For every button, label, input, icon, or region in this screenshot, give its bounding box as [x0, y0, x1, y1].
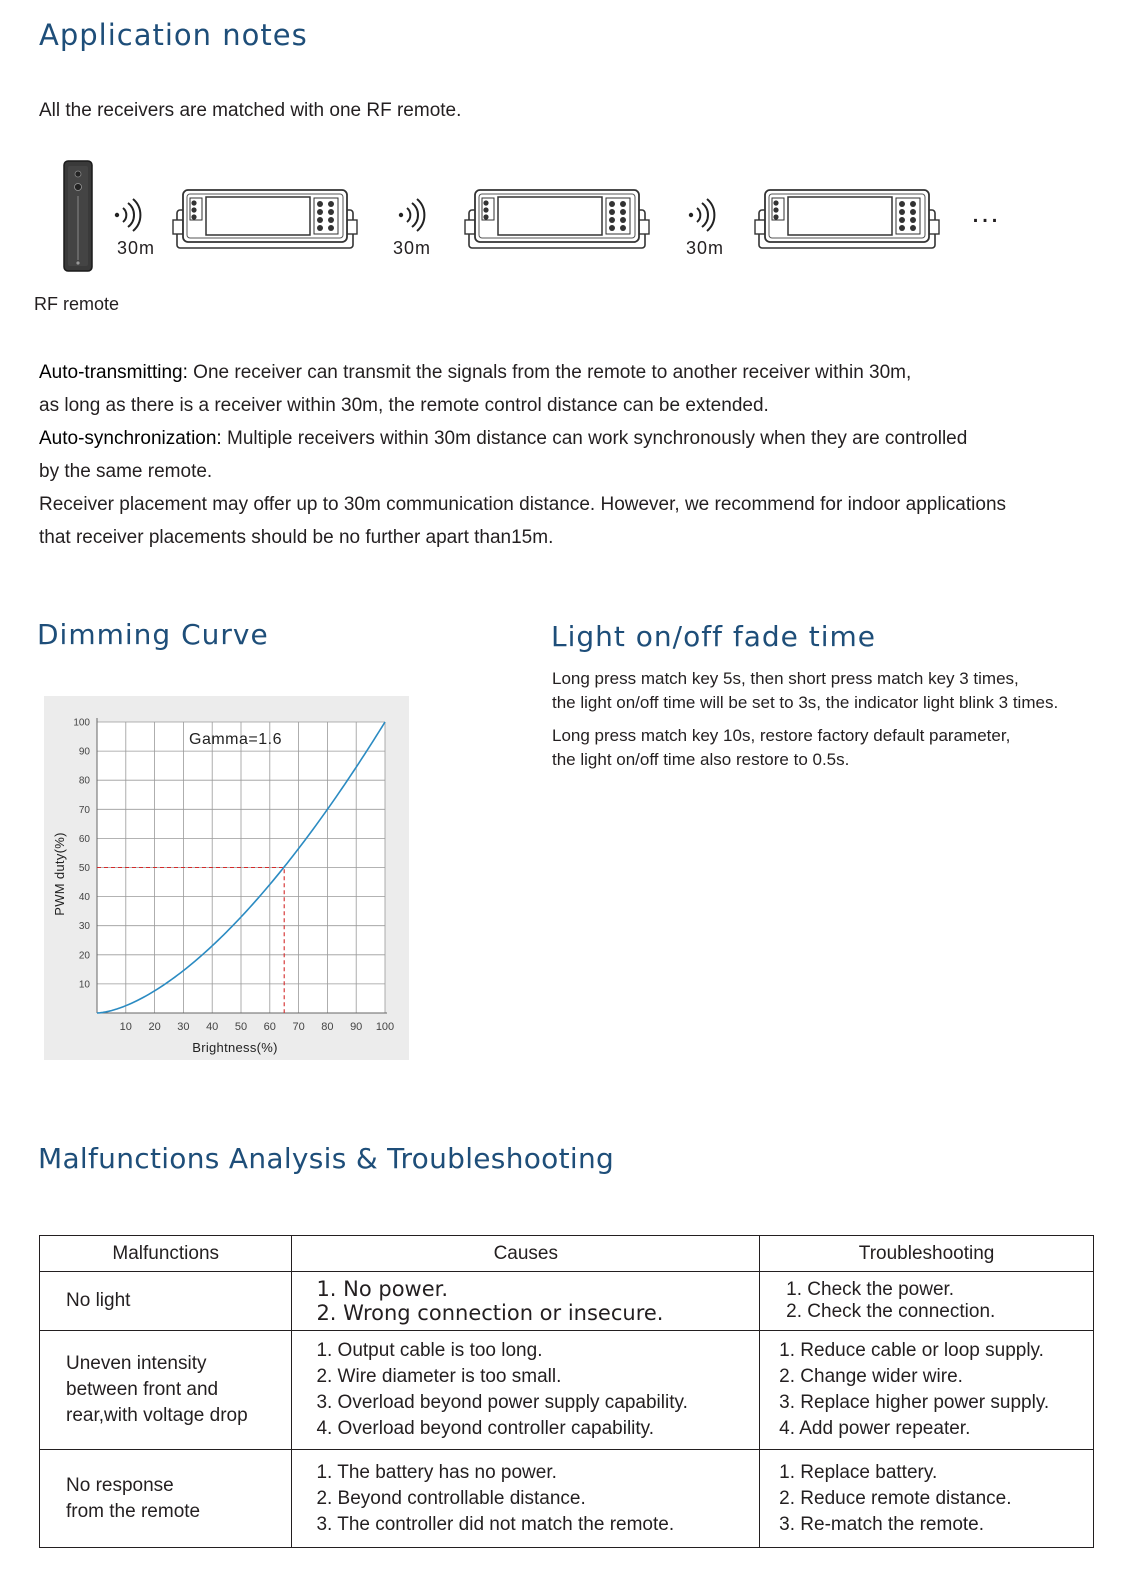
x-tick-label: 50: [234, 1021, 248, 1033]
note-line: [39, 488, 1006, 521]
distance-label: 30m: [117, 238, 156, 258]
cause-item: 1. The battery has no power.: [316, 1461, 557, 1483]
troubleshooting-title: Malfunctions Analysis & Troubleshooting: [38, 1142, 615, 1175]
y-axis-label: PWM duty(%): [52, 832, 67, 916]
cause-item: 3. The controller did not match the remote.: [316, 1513, 675, 1535]
application-subtitle: All the receivers are matched with one RF remote.: [39, 100, 462, 121]
application-notes-title: Application notes: [39, 18, 308, 52]
table-row: [40, 1450, 1094, 1548]
y-tick-label: 30: [78, 921, 90, 933]
wireless-signal-icon: [115, 199, 141, 231]
more-receivers-ellipsis: …: [970, 196, 1002, 229]
malfunction-text: No response: [66, 1474, 174, 1496]
note-text: that receiver placements should be no further apart than15m.: [39, 527, 554, 548]
x-tick-label: 70: [292, 1021, 305, 1033]
fix-item: 1. Replace battery.: [779, 1461, 938, 1483]
fixes-cell: [760, 1450, 1094, 1548]
note-line: [39, 455, 1006, 488]
causes-cell: [292, 1331, 760, 1450]
y-tick-label: 40: [78, 892, 90, 904]
fix-item: 2. Change wider wire.: [779, 1366, 963, 1387]
application-notes-body: [39, 356, 1006, 554]
cause-item: 3. Overload beyond power supply capability.: [316, 1392, 688, 1413]
cause-item: 2. Wire diameter is too small.: [316, 1366, 562, 1387]
cause-item: 1. Output cable is too long.: [316, 1340, 543, 1361]
note-term: Auto-transmitting:: [39, 362, 188, 383]
y-tick-label: 20: [78, 950, 90, 962]
note-text: by the same remote.: [39, 461, 213, 482]
cause-item: 2. Beyond controllable distance.: [316, 1487, 586, 1509]
malfunction-text: Uneven intensity: [66, 1353, 207, 1374]
note-text: as long as there is a receiver within 30m, the remote control distance can be extended.: [39, 395, 769, 416]
y-tick-label: 70: [78, 804, 90, 816]
receiver-device-3: [755, 190, 939, 248]
note-line: [39, 389, 1006, 422]
x-axis-label: Brightness(%): [192, 1040, 278, 1055]
fix-item: 2. Reduce remote distance.: [779, 1487, 1012, 1509]
y-tick-label: 50: [78, 863, 90, 874]
fix-item: 3. Re-match the remote.: [779, 1513, 985, 1535]
rf-remote-label: RF remote: [34, 294, 120, 314]
x-tick-label: 40: [206, 1021, 219, 1033]
wireless-signal-icon: [689, 199, 715, 231]
wireless-signal-icon: [399, 199, 425, 231]
dimming-curve-title: Dimming Curve: [37, 618, 269, 651]
malfunction-cell: [40, 1331, 292, 1450]
receiver-device-1: [173, 190, 357, 248]
fade-line: the light on/off time will be set to 3s, the indicator light blink 3 times.: [552, 693, 1059, 712]
causes-cell: [292, 1450, 760, 1548]
y-tick-label: 80: [78, 775, 90, 787]
fix-item: 1. Check the power.: [786, 1279, 955, 1300]
table-row: [40, 1331, 1094, 1450]
malfunction-text: from the remote: [66, 1500, 201, 1522]
note-term: Auto-synchronization:: [39, 428, 222, 449]
fixes-cell: [760, 1331, 1094, 1450]
fixes-cell: [760, 1272, 1094, 1331]
table-row: [40, 1272, 1094, 1331]
x-tick-label: 20: [148, 1021, 161, 1033]
y-tick-label: 90: [78, 746, 90, 758]
x-tick-label: 90: [350, 1021, 363, 1033]
gamma-annotation: Gamma=1.6: [189, 731, 282, 748]
cause-item: 2. Wrong connection or insecure.: [316, 1301, 664, 1325]
header-troubleshooting: Troubleshooting: [760, 1236, 1094, 1272]
malfunction-cell: [40, 1450, 292, 1548]
distance-label: 30m: [393, 238, 432, 258]
malfunction-cell: [40, 1272, 292, 1331]
fade-line: Long press match key 10s, restore factory default parameter,: [552, 726, 1011, 745]
fade-line: the light on/off time also restore to 0.5s.: [552, 750, 850, 769]
receiver-device-2: [465, 190, 649, 248]
x-tick-label: 60: [263, 1021, 276, 1033]
distance-label: 30m: [686, 238, 725, 258]
receiver-chain-diagram: [0, 150, 1133, 280]
cause-item: 4. Overload beyond controller capability.: [316, 1418, 655, 1439]
y-tick-label: 60: [78, 833, 90, 845]
fix-item: 3. Replace higher power supply.: [779, 1392, 1050, 1413]
malfunction-text: rear,with voltage drop: [66, 1405, 248, 1426]
x-tick-label: 100: [375, 1021, 395, 1033]
table-header-row: [40, 1236, 1094, 1272]
malfunction-text: between front and: [66, 1379, 219, 1400]
note-text: Receiver placement may offer up to 30m communication distance. However, we recommend for indoor applications: [39, 494, 1007, 515]
fix-item: 1. Reduce cable or loop supply.: [779, 1340, 1044, 1361]
fade-line: Long press match key 5s, then short press match key 3 times,: [552, 669, 1019, 688]
malfunction-text: No light: [66, 1290, 131, 1311]
note-line: [39, 356, 1006, 389]
dimming-curve-chart: [44, 696, 409, 1060]
y-tick-label: 10: [78, 979, 90, 991]
note-text: One receiver can transmit the signals from the remote to another receiver within 30m,: [187, 362, 912, 383]
fix-item: 2. Check the connection.: [786, 1301, 996, 1322]
cause-item: 1. No power.: [316, 1277, 449, 1301]
y-tick-label: 100: [73, 717, 90, 729]
causes-cell: [292, 1272, 760, 1331]
fade-time-body: [552, 667, 1058, 772]
fade-time-title: Light on/off fade time: [551, 620, 877, 653]
x-tick-label: 30: [177, 1021, 190, 1033]
x-tick-label: 10: [119, 1021, 132, 1033]
header-malfunctions: Malfunctions: [40, 1236, 292, 1272]
header-causes: Causes: [292, 1236, 760, 1272]
x-tick-label: 80: [321, 1021, 334, 1033]
note-line: [39, 521, 1006, 554]
troubleshooting-table: [39, 1235, 1094, 1548]
note-line: [39, 422, 1006, 455]
fix-item: 4. Add power repeater.: [779, 1418, 971, 1439]
rf-remote-icon: [64, 161, 92, 271]
note-text: Multiple receivers within 30m distance can work synchronously when they are controlled: [221, 428, 968, 449]
